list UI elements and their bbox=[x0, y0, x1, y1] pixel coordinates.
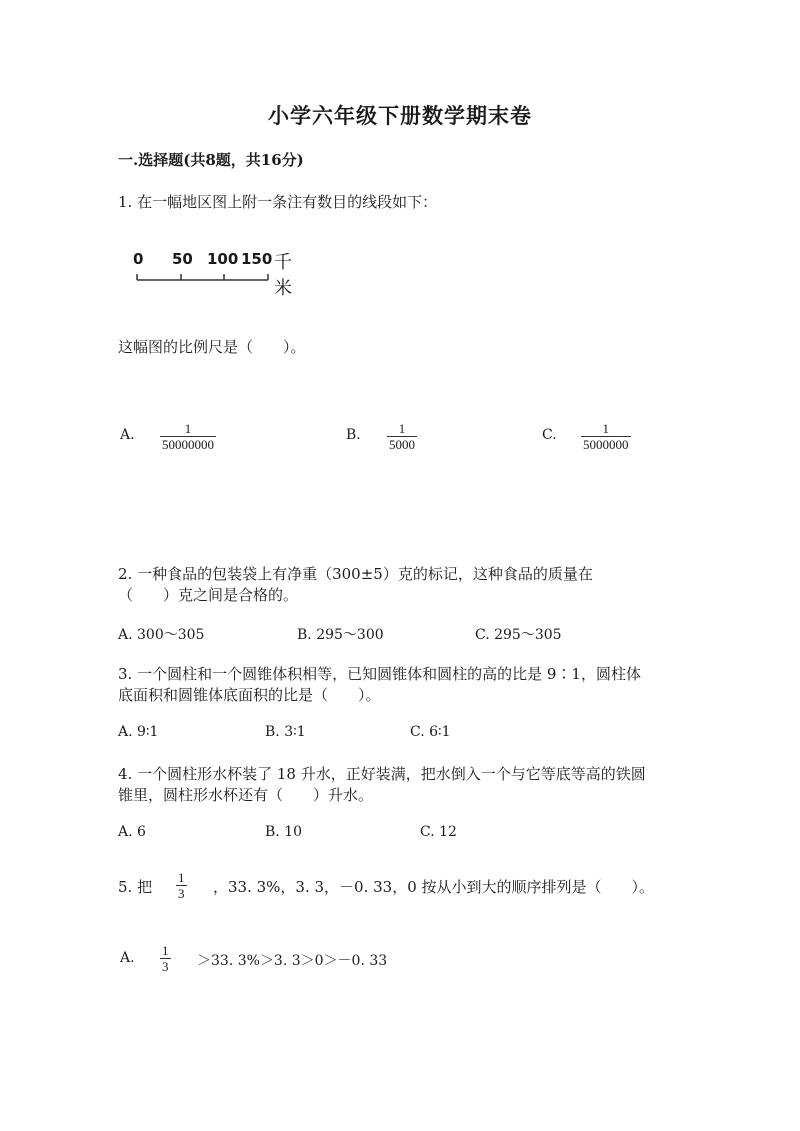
q1-stem: 1. 在一幅地区图上附一条注有数目的线段如下： bbox=[118, 193, 438, 211]
q1-option-a-fraction: $\frac{1}{50000000}$ bbox=[162, 421, 214, 452]
q1-option-b-fraction: $\frac{1}{5000}$ bbox=[389, 421, 415, 452]
q1-option-a-letter: A. bbox=[120, 427, 135, 443]
q3-line1: 3. 一个圆柱和一个圆锥体积相等，已知圆锥体和圆柱的高的比是 9∶1，圆柱体 bbox=[118, 665, 641, 683]
scale-label-50: 50 bbox=[172, 250, 193, 268]
scale-label-150: 150 bbox=[241, 250, 273, 268]
q5-option-a-rest: ＞33. 3%＞3. 3＞0＞－0. 33 bbox=[197, 953, 388, 969]
q5-fraction: $\frac{1}{3}$ bbox=[178, 870, 185, 901]
scale-line bbox=[130, 268, 275, 284]
q4-option-b: B. 10 bbox=[265, 824, 303, 840]
q1-option-c-fraction: $\frac{1}{5000000}$ bbox=[583, 421, 629, 452]
q1-option-c-letter: C. bbox=[542, 427, 557, 443]
q4-line1: 4. 一个圆柱形水杯装了 18 升水，正好装满，把水倒入一个与它等底等高的铁圆 bbox=[118, 765, 646, 783]
q5-suffix: ，33. 3%，3. 3，－0. 33，0 按从小到大的顺序排列是（ ）。 bbox=[213, 878, 655, 896]
q2-option-c: C. 295～305 bbox=[475, 627, 562, 643]
q1-option-b-letter: B. bbox=[346, 427, 361, 443]
q5-option-a-letter: A. bbox=[120, 950, 135, 966]
scale-label-0: 0 bbox=[133, 250, 144, 268]
q3-line2: 底面积和圆锥体底面积的比是（ ）。 bbox=[118, 686, 381, 704]
q2-option-b: B. 295～300 bbox=[297, 627, 384, 643]
q2-option-a: A. 300～305 bbox=[118, 627, 205, 643]
scale-label-100: 100 bbox=[207, 250, 239, 268]
scale-unit: 千米 bbox=[274, 252, 292, 299]
q2-line2: （ ）克之间是合格的。 bbox=[118, 586, 299, 604]
section-heading: 一.选择题(共8题，共16分) bbox=[118, 151, 304, 169]
q4-option-c: C. 12 bbox=[420, 824, 457, 840]
q3-option-a: A. 9∶1 bbox=[118, 724, 159, 740]
q5-prefix: 5. 把 bbox=[118, 878, 153, 896]
q3-option-b: B. 3∶1 bbox=[265, 724, 306, 740]
q4-option-a: A. 6 bbox=[118, 824, 146, 840]
q2-line1: 2. 一种食品的包装袋上有净重（300±5）克的标记，这种食品的质量在 bbox=[118, 565, 593, 583]
q5-option-a-fraction: $\frac{1}{3}$ bbox=[162, 943, 169, 974]
q4-line2: 锥里，圆柱形水杯还有（ ）升水。 bbox=[118, 786, 374, 804]
q1-question: 这幅图的比例尺是（ ）。 bbox=[118, 338, 306, 356]
page-title: 小学六年级下册数学期末卷 bbox=[268, 103, 532, 128]
q3-option-c: C. 6∶1 bbox=[410, 724, 451, 740]
